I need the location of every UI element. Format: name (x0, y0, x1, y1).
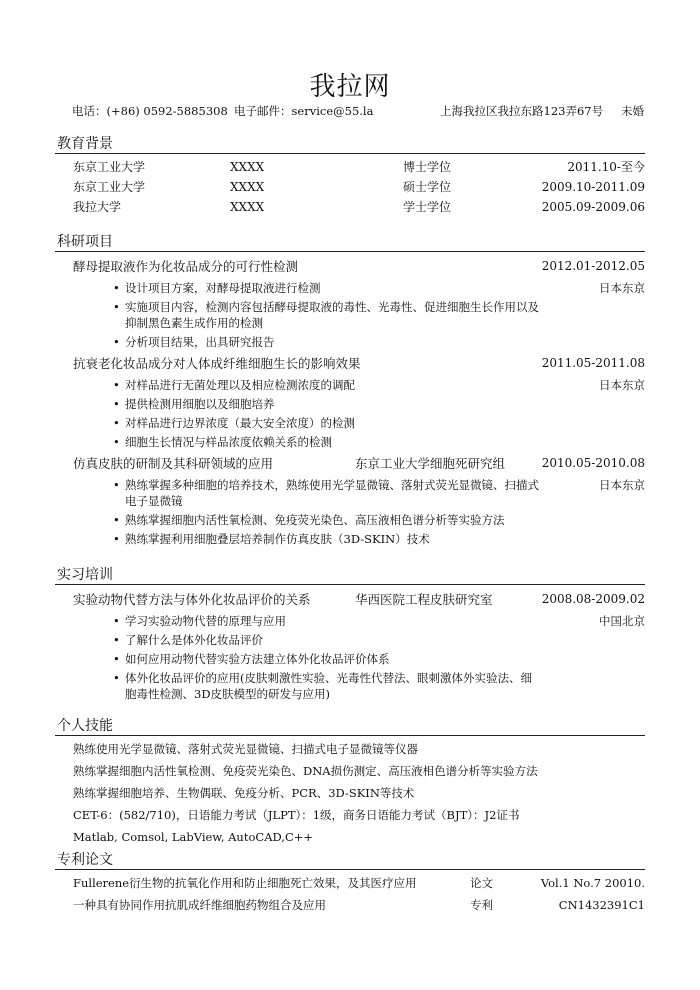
bullet-text: 体外化妆品评价的应用(皮肤刺激性实验、光毒性代替法、眼刺激体外实验法、细胞毒性检测、3D皮肤模型的研发与应用) (125, 671, 532, 701)
research-section (55, 232, 645, 550)
project-item (55, 353, 645, 450)
date-range: 2011.10-至今 (567, 160, 645, 174)
date-range: 2010.05-2010.08 (541, 456, 645, 470)
bullet-text: 了解什么是体外化妆品评价 (125, 633, 263, 647)
paper-row (55, 872, 645, 894)
bullet-item (55, 651, 645, 667)
bullet-item (55, 334, 645, 350)
bullet-text: 提供检测用细胞以及细胞培养 (125, 397, 275, 411)
bullet-text: 熟练掌握多种细胞的培养技术，熟练使用光学显微镜、落射式荧光显微镜、扫描式电子显微镜 (125, 478, 539, 508)
contact-line (72, 103, 644, 121)
page-title: 我拉网 (309, 72, 391, 102)
project-org: 华西医院工程皮肤研究室 (355, 592, 493, 607)
location: 日本东京 (599, 378, 645, 392)
project-title: 抗衰老化妆品成分对人体成纤维细胞生长的影响效果 (73, 356, 361, 371)
paper-row (55, 894, 645, 916)
internship-section (55, 565, 645, 705)
education-row (55, 157, 645, 177)
date-range: 2008.08-2009.02 (541, 592, 645, 606)
skill-line: Matlab, Comsol, LabView, AutoCAD,C++ (73, 830, 314, 844)
project-header (55, 453, 645, 474)
paper-type: 专利 (470, 898, 493, 912)
bullet-text: 分析项目结果，出具研究报告 (125, 335, 275, 349)
date-range: 2005.09-2009.06 (541, 200, 645, 214)
section-heading: 科研项目 (55, 232, 645, 252)
section-heading: 实习培训 (55, 565, 645, 585)
paper-title: 一种具有协同作用抗肌成纤维细胞药物组合及应用 (73, 898, 326, 912)
bullet-text: 实施项目内容，检测内容包括酵母提取液的毒性、光毒性、促进细胞生长作用以及抑制黑色素生成作用的检测 (125, 300, 539, 330)
degree: 硕士学位 (403, 180, 452, 194)
project-item (55, 256, 645, 350)
location: 日本东京 (599, 478, 645, 492)
date-range: 2012.01-2012.05 (541, 259, 645, 273)
paper-type: 论文 (470, 876, 493, 890)
contact-email: 电子邮件：service@55.la (234, 104, 374, 118)
section-heading: 专利论文 (55, 850, 645, 870)
bullet-item (55, 613, 645, 629)
bullet-text: 熟练掌握利用细胞叠层培养制作仿真皮肤（3D-SKIN）技术 (125, 532, 430, 546)
education-row (55, 197, 645, 217)
contact-phone: 电话：(+86) 0592-5885308 (72, 104, 228, 118)
paper-title: Fullerene衍生物的抗氧化作用和防止细胞死亡效果，及其医疗应用 (73, 876, 417, 890)
bullet-text: 对样品进行无菌处理以及相应检测浓度的调配 (125, 378, 355, 392)
major: XXXX (230, 180, 265, 194)
school-name: 东京工业大学 (73, 160, 146, 174)
school-name: 东京工业大学 (73, 180, 146, 194)
location: 日本东京 (599, 281, 645, 295)
project-header (55, 589, 645, 610)
bullet-text: 如何应用动物代替实验方法建立体外化妆品评价体系 (125, 652, 390, 666)
bullet-text: 设计项目方案，对酵母提取液进行检测 (125, 281, 321, 295)
bullet-item (55, 415, 645, 431)
papers-section (55, 850, 645, 916)
skill-line: CET-6：(582/710)，日语能力考试（JLPT）：1级，商务日语能力考试（BJT）：J2证书 (73, 808, 520, 822)
section-heading: 教育背景 (55, 134, 645, 154)
paper-ref: CN1432391C1 (558, 898, 645, 912)
section-heading: 个人技能 (55, 716, 645, 736)
bullet-text: 对样品进行边界浓度（最大安全浓度）的检测 (125, 416, 355, 430)
degree: 博士学位 (403, 160, 452, 174)
bullet-item (55, 512, 645, 528)
date-range: 2011.05-2011.08 (541, 356, 645, 370)
project-title: 实验动物代替方法与体外化妆品评价的关系 (73, 592, 311, 607)
school-name: 我拉大学 (73, 200, 122, 214)
education-section (55, 134, 645, 217)
skill-line: 熟练使用光学显微镜、落射式荧光显微镜、扫描式电子显微镜等仪器 (73, 742, 418, 756)
project-org: 东京工业大学细胞死研究组 (355, 456, 506, 471)
bullet-item (55, 670, 645, 702)
bullet-item (55, 434, 645, 450)
skill-line: 熟练掌握细胞培养、生物偶联、免疫分析、PCR、3D-SKIN等技术 (73, 786, 415, 800)
bullet-item (55, 377, 645, 393)
project-item (55, 453, 645, 547)
date-range: 2009.10-2011.09 (541, 180, 645, 194)
contact-marital: 未婚 (621, 104, 644, 118)
project-header (55, 353, 645, 374)
major: XXXX (230, 160, 265, 174)
education-row (55, 177, 645, 197)
project-item (55, 589, 645, 702)
skills-section (55, 716, 645, 848)
project-title: 酵母提取液作为化妆品成分的可行性检测 (73, 259, 299, 274)
skill-line: 熟练掌握细胞内活性氧检测、免疫荧光染色、DNA损伤测定、高压液相色谱分析等实验方法 (73, 764, 538, 778)
bullet-item (55, 632, 645, 648)
project-title: 仿真皮肤的研制及其科研领域的应用 (73, 456, 274, 471)
major: XXXX (230, 200, 265, 214)
bullet-item (55, 531, 645, 547)
bullet-item (55, 396, 645, 412)
bullet-text: 细胞生长情况与样品浓度依赖关系的检测 (125, 435, 332, 449)
bullet-text: 熟练掌握细胞内活性氧检测、免疫荧光染色、高压液相色谱分析等实验方法 (125, 513, 505, 527)
bullet-item (55, 280, 645, 296)
bullet-item (55, 477, 645, 509)
bullet-item (55, 299, 645, 331)
bullet-text: 学习实验动物代替的原理与应用 (125, 614, 286, 628)
contact-address: 上海我拉区我拉东路123弄67号 (440, 104, 604, 118)
paper-ref: Vol.1 No.7 20010. (540, 876, 645, 890)
degree: 学士学位 (403, 200, 452, 214)
project-header (55, 256, 645, 277)
location: 中国北京 (599, 614, 645, 628)
